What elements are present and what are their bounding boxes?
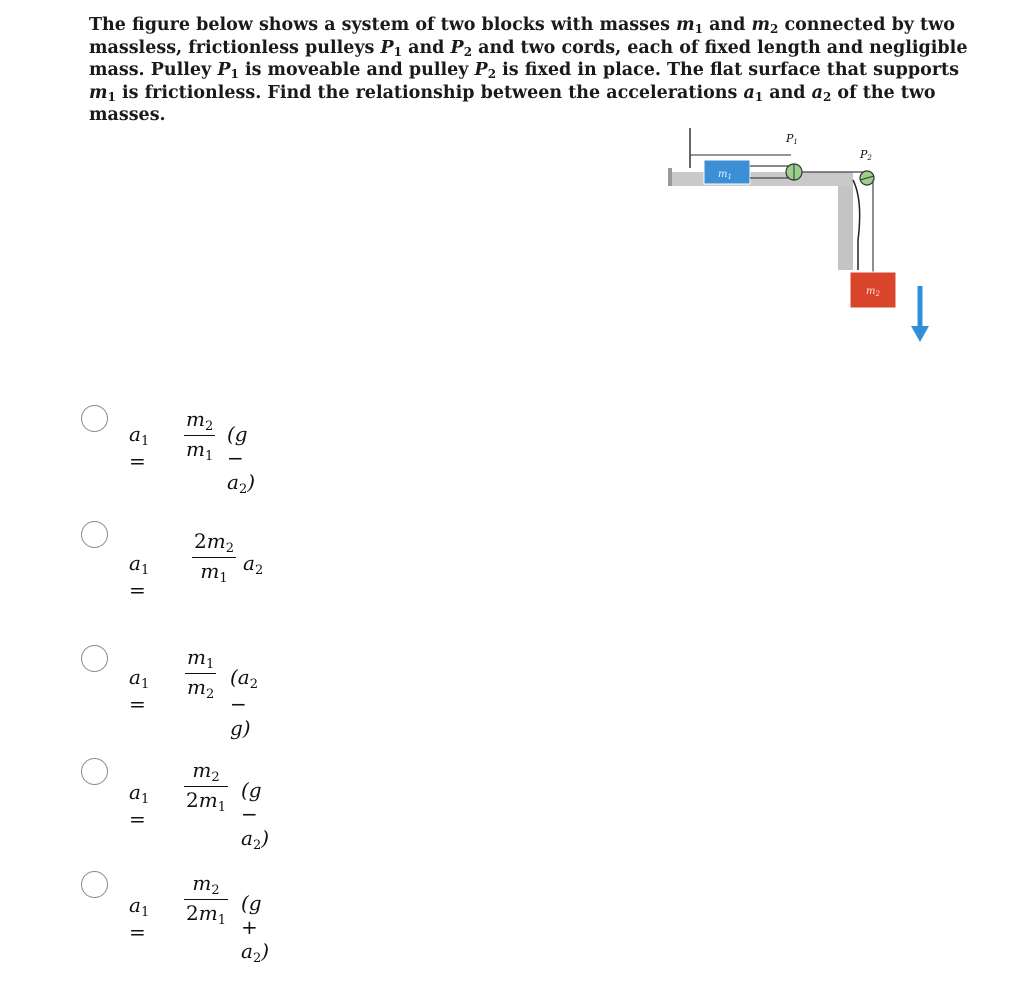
label-p2: P2	[860, 148, 872, 162]
block-m2-label: $m_2$	[866, 286, 880, 298]
table-leg	[838, 186, 853, 270]
option-1	[81, 405, 441, 497]
option-2-tail: $a_2$	[243, 551, 264, 578]
option-1-numerator: $m_2$	[186, 407, 214, 434]
option-1-fraction	[184, 407, 215, 464]
option-5-fraction-bar	[184, 899, 228, 900]
option-1-tail: $(g - a_2)$	[227, 422, 256, 497]
option-4-radio[interactable]	[81, 758, 108, 785]
option-2-lhs: $a_1$ =	[129, 551, 150, 602]
option-1-radio[interactable]	[81, 405, 108, 432]
option-4-denominator: $2m_1$	[186, 788, 226, 816]
option-2-radio[interactable]	[81, 521, 108, 548]
option-5-numerator: $m_2$	[192, 871, 220, 898]
option-4-fraction	[184, 758, 228, 815]
option-2-numerator: $2m_2$	[194, 529, 234, 556]
table-edge	[668, 168, 672, 186]
option-3-fraction	[185, 645, 216, 702]
pulley-diagram	[668, 120, 948, 350]
label-p1: P1	[786, 132, 798, 146]
option-1-fraction-bar	[184, 435, 215, 436]
option-5-fraction	[184, 871, 228, 928]
table-surface	[668, 172, 853, 186]
option-5-denominator: $2m_1$	[186, 901, 226, 929]
cord-curve	[853, 180, 860, 270]
option-3-numerator: $m_1$	[187, 645, 215, 672]
option-3-denominator: $m_2$	[187, 675, 215, 703]
option-2-fraction	[192, 529, 236, 586]
option-2-fraction-bar	[192, 557, 236, 558]
option-4	[81, 758, 441, 853]
option-3	[81, 645, 441, 740]
option-3-fraction-bar	[185, 673, 216, 674]
option-5-tail: $(g + a_2)$	[241, 891, 270, 966]
option-4-tail: $(g - a_2)$	[241, 778, 270, 853]
option-1-lhs: $a_1$ =	[129, 422, 150, 473]
pulley-system-figure	[668, 120, 948, 350]
option-5-radio[interactable]	[81, 871, 108, 898]
option-5	[81, 871, 441, 966]
option-2-denominator: $m_1$	[200, 559, 228, 587]
block-m1-label: $m_1$	[718, 169, 732, 181]
question-text: The figure below shows a system of two blocks with masses $m_1$ and $m_2$ connected by two massless, frictionless pulleys $P_1$ and $P_2$ and two cords, each of fixed length and negligible mass. Pulley $P_1$ is moveable and pulley $P_2$ is fixed in place. The flat surface that supports $m_1$ is frictionless. Find the relationship between the accelerations $a_1$ and $a_2$ of the two masses.	[89, 15, 968, 125]
option-3-lhs: $a_1$ =	[129, 665, 150, 716]
option-3-radio[interactable]	[81, 645, 108, 672]
down-arrow-icon	[911, 326, 929, 342]
option-4-lhs: $a_1$ =	[129, 780, 150, 831]
option-5-lhs: $a_1$ =	[129, 893, 150, 944]
option-1-denominator: $m_1$	[186, 437, 214, 465]
option-4-numerator: $m_2$	[192, 758, 220, 785]
option-2	[81, 521, 441, 602]
option-3-tail: $(a_2 - g)$	[230, 665, 259, 740]
option-4-fraction-bar	[184, 786, 228, 787]
